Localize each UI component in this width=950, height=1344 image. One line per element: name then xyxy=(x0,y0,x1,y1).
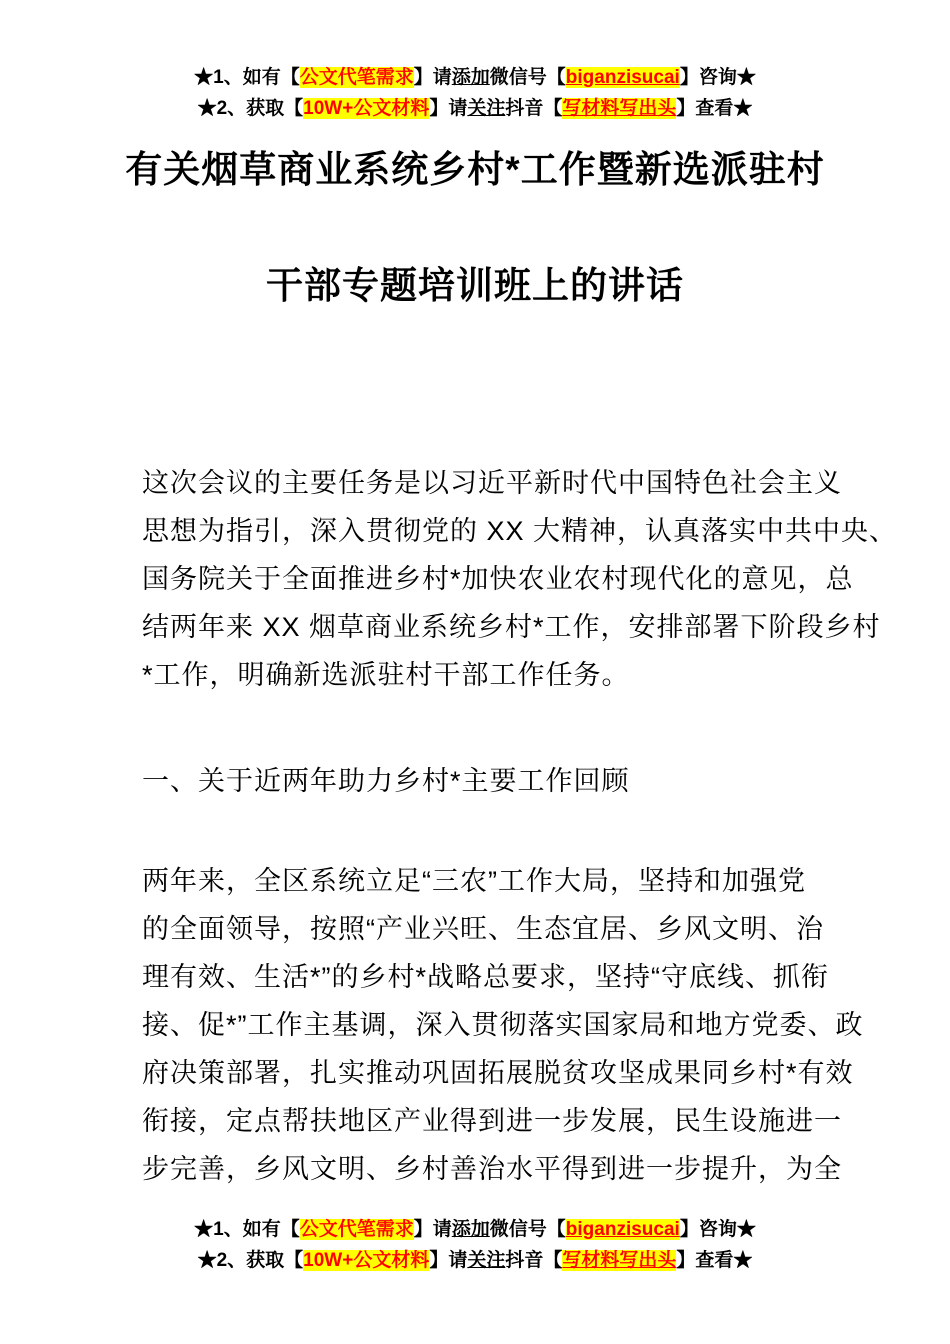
service-keyword: 公文代笔需求 xyxy=(299,1219,414,1240)
text-line: 府决策部署，扎实推动巩固拓展脱贫攻坚成果同乡村*有效 xyxy=(142,1058,854,1088)
paragraph-intro xyxy=(142,459,898,699)
text-line: 这次会议的主要任务是以习近平新时代中国特色社会主义 xyxy=(142,468,842,498)
wechat-id: biganzisucai xyxy=(565,67,680,88)
promo-suffix: 】查看★ xyxy=(676,98,753,119)
promo-text: 】请 xyxy=(429,98,468,119)
promo-text: 】请 xyxy=(413,67,452,88)
section-heading: 一、关于近两年助力乡村*主要工作回顾 xyxy=(142,766,630,796)
action-add: 添加 xyxy=(451,67,490,88)
promo-prefix: ★2、获取【 xyxy=(197,98,304,119)
promo-prefix: ★1、如有【 xyxy=(194,67,300,88)
promo-suffix: 】查看★ xyxy=(676,1250,753,1271)
materials-keyword: 10W+公文材料 xyxy=(303,98,430,119)
text-line: 衔接，定点帮扶地区产业得到进一步发展，民生设施进一 xyxy=(142,1106,842,1136)
text-line: 干部专题培训班上的讲话 xyxy=(266,265,684,306)
promo-line xyxy=(0,62,950,93)
text-line: 理有效、生活*”的乡村*战略总要求，坚持“守底线、抓衔 xyxy=(142,962,829,992)
douyin-id: 写材料写出头 xyxy=(562,1250,677,1271)
wechat-id: biganzisucai xyxy=(565,1219,680,1240)
promo-line xyxy=(0,1245,950,1276)
text-line: 步完善，乡风文明、乡村善治水平得到进一步提升，为全 xyxy=(142,1154,842,1184)
text-line: 结两年来 XX 烟草商业系统乡村*工作，安排部署下阶段乡村 xyxy=(142,612,881,642)
action-follow: 关注 xyxy=(467,1250,506,1271)
promo-text: 】请 xyxy=(413,1219,452,1240)
text-line: 有关烟草商业系统乡村*工作暨新选派驻村 xyxy=(125,149,825,190)
douyin-id: 写材料写出头 xyxy=(562,98,677,119)
promo-footer xyxy=(0,1214,950,1276)
promo-text: 】请 xyxy=(429,1250,468,1271)
promo-text: 微信号【 xyxy=(489,67,566,88)
action-follow: 关注 xyxy=(467,98,506,119)
text-line: 的全面领导，按照“产业兴旺、生态宜居、乡风文明、治 xyxy=(142,914,824,944)
text-line: 两年来，全区系统立足“三农”工作大局，坚持和加强党 xyxy=(142,866,806,896)
paragraph-review xyxy=(142,857,864,1193)
text-line: *工作，明确新选派驻村干部工作任务。 xyxy=(142,660,630,690)
promo-suffix: 】咨询★ xyxy=(679,67,756,88)
promo-text: 抖音【 xyxy=(505,98,563,119)
materials-keyword: 10W+公文材料 xyxy=(303,1250,430,1271)
promo-prefix: ★2、获取【 xyxy=(197,1250,304,1271)
promo-text: 抖音【 xyxy=(505,1250,563,1271)
service-keyword: 公文代笔需求 xyxy=(299,67,414,88)
text-line: 接、促*”工作主基调，深入贯彻落实国家局和地方党委、政 xyxy=(142,1010,864,1040)
promo-line xyxy=(0,1214,950,1245)
text-line: 思想为指引，深入贯彻党的 XX 大精神，认真落实中共中央、 xyxy=(142,516,898,546)
promo-prefix: ★1、如有【 xyxy=(194,1219,300,1240)
promo-suffix: 】咨询★ xyxy=(679,1219,756,1240)
document-title xyxy=(0,112,950,344)
promo-text: 微信号【 xyxy=(489,1219,566,1240)
action-add: 添加 xyxy=(451,1219,490,1240)
text-line: 国务院关于全面推进乡村*加快农业农村现代化的意见，总 xyxy=(142,564,854,594)
